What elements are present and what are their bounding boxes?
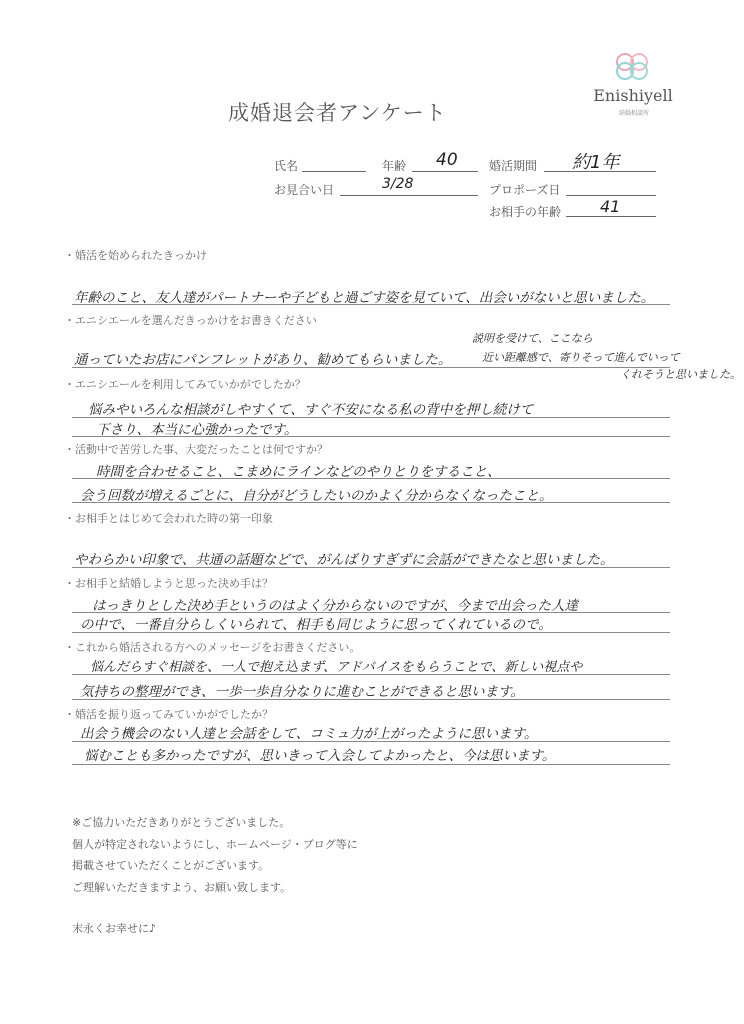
question-4: ・活動中で苦労した事、大変だったことは何ですか？ xyxy=(64,443,328,456)
question-2: ・エニシエールを選んだきっかけをお書きください xyxy=(64,314,317,327)
question-1: ・婚活を始められたきっかけ xyxy=(64,249,207,262)
footer-line: ご理解いただきますよう、お願い致します。 xyxy=(72,880,292,894)
answer-2-note-1: 説明を受けて、ここなら xyxy=(472,332,593,345)
logo-subtitle: 結婚相談所 xyxy=(618,110,649,117)
age-label: 年齢 xyxy=(382,159,407,173)
answer-rule xyxy=(72,764,670,765)
age-line xyxy=(412,171,478,172)
footer-line: ※ご協力いただきありがとうございました。 xyxy=(72,816,291,829)
answer-rule xyxy=(72,478,670,479)
answer-2-line-1: 通っていたお店にパンフレットがあり、勧めてもらいました。 xyxy=(74,352,452,368)
answer-7-line-1: 悩んだらすぐ相談を、一人で抱え込まず、アドバイスをもらうことで、新しい視点や xyxy=(90,660,583,675)
partner-age-line xyxy=(566,216,656,217)
logo-wordmark: Enishiyell xyxy=(593,86,673,105)
period-value: 約1年 xyxy=(572,152,620,173)
period-line xyxy=(544,171,656,172)
answer-8-line-2: 悩むことも多かったですが、思いきって入会してよかったと、今は思います。 xyxy=(84,748,556,764)
meeting-value: 3/28 xyxy=(382,176,414,192)
answer-rule xyxy=(72,741,670,742)
answer-8-line-1: 出会う機会のない人達と会話をして、コミュ力が上がったように思います。 xyxy=(80,726,538,742)
answer-rule xyxy=(72,699,670,700)
answer-3-line-1: 悩みやいろんな相談がしやすくて、すぐ不安になる私の背中を押し続けて xyxy=(88,402,534,418)
partner-age-label: お相手の年齢 xyxy=(489,205,562,219)
answer-rule xyxy=(72,502,670,503)
answer-4-line-2: 会う回数が増えるごとに、自分がどうしたいのかよく分からなくなったこと。 xyxy=(80,488,553,504)
question-6: ・お相手と結婚しようと思った決め手は？ xyxy=(64,577,273,590)
answer-5-line-1: やわらかい印象で、共通の話題などで、がんばりすぎずに会話ができたなと思いました。 xyxy=(74,552,614,568)
question-3: ・エニシエールを利用してみていかがでしたか？ xyxy=(64,378,306,391)
answer-rule xyxy=(72,567,670,568)
footer-notice xyxy=(72,812,358,898)
answer-3-line-2: 下さり、本当に心強かったです。 xyxy=(96,422,298,438)
meeting-label: お見合い日 xyxy=(274,183,335,197)
answer-rule xyxy=(72,367,670,368)
answer-2-note-2: 近い距離感で、寄りそって進んでいって xyxy=(482,351,680,364)
proposal-label: プロポーズ日 xyxy=(489,183,561,197)
footer-line: 個人が特定されないようにし、ホームページ・ブログ等に xyxy=(72,837,358,851)
answer-7-line-2: 気持ちの整理ができ、一歩一歩自分なりに進むことができると思います。 xyxy=(80,684,524,700)
closing-message: 末永くお幸せに♪ xyxy=(72,922,157,935)
partner-age-value: 41 xyxy=(600,197,621,216)
age-value: 40 xyxy=(436,150,458,170)
answer-6-line-2: の中で、一番自分らしくいられて、相手も同じように思ってくれているので。 xyxy=(80,617,552,633)
question-7: ・これから婚活される方へのメッセージをお書きください。 xyxy=(64,641,361,654)
answer-6-line-1: はっきりとした決め手というのはよく分からないのですが、今まで出会った人達 xyxy=(92,598,578,614)
answer-rule xyxy=(72,436,670,437)
answer-rule xyxy=(72,304,670,305)
name-line xyxy=(302,171,366,172)
meeting-line xyxy=(340,195,478,196)
period-label: 婚活期間 xyxy=(489,159,538,173)
answer-1-line-1: 年齢のこと、友人達がパートナーや子どもと過ごす姿を見ていて、出会いがないと思いました。 xyxy=(74,290,655,306)
knot-logo-icon xyxy=(612,50,652,84)
page-title: 成婚退会者アンケート xyxy=(228,101,447,125)
answer-2-note-3: くれそうと思いました。 xyxy=(620,368,741,381)
answer-4-line-1: 時間を合わせること、こまめにラインなどのやりとりをすること、 xyxy=(96,464,501,480)
answer-rule xyxy=(72,674,670,675)
footer-line: 掲載させていただくことがございます。 xyxy=(72,859,270,872)
question-8: ・婚活を振り返ってみていかがでしたか？ xyxy=(64,708,273,721)
name-label: 氏名 xyxy=(274,159,299,173)
question-5: ・お相手とはじめて会われた時の第一印象 xyxy=(64,512,273,525)
proposal-line xyxy=(566,195,656,196)
answer-rule xyxy=(72,632,670,633)
